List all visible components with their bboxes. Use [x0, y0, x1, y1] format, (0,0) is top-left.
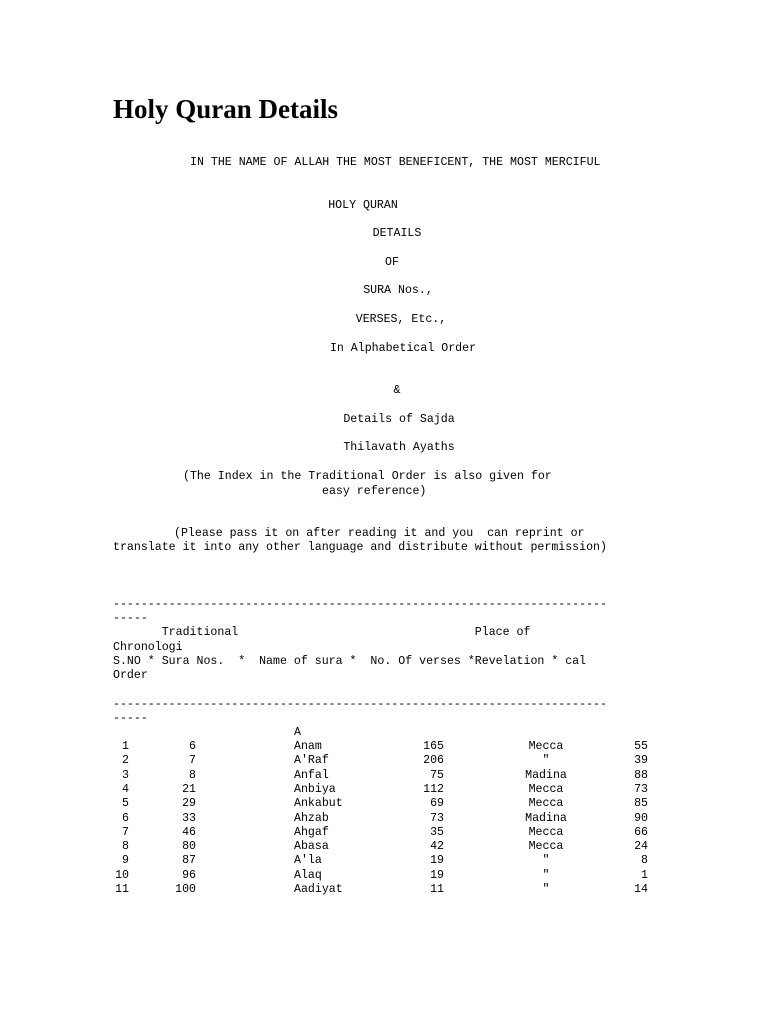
sura-name-cell: Anbiya: [294, 782, 336, 796]
sura-name-cell: Alaq: [294, 868, 322, 882]
table-row: [0, 869, 768, 883]
verse-count-cell: 69: [430, 797, 444, 811]
sura-number-cell: 87: [182, 854, 196, 868]
intro-line-sura-nos: SURA Nos.,: [363, 284, 433, 297]
page-title: Holy Quran Details: [113, 94, 339, 124]
table-header-line-3: S.NO * Sura Nos. * Name of sura * No. Of verses *Revelation * cal: [113, 655, 587, 668]
sura-sno-cell: 5: [122, 797, 129, 811]
chronological-order-cell: 88: [634, 768, 648, 782]
table-rule-top: -----------------------------------------------------------------------: [113, 598, 607, 611]
sura-number-cell: 21: [182, 782, 196, 796]
intro-line-thilavath-ayaths: Thilavath Ayaths: [343, 441, 455, 454]
intro-line-verses-etc: VERSES, Etc.,: [355, 313, 447, 326]
table-header-line-2: Chronologi: [113, 641, 183, 654]
sura-sno-cell: 2: [122, 754, 129, 768]
verse-count-cell: 19: [430, 868, 444, 882]
chronological-order-cell: 39: [634, 754, 648, 768]
verse-count-cell: 35: [430, 825, 444, 839]
revelation-place-cell: Mecca: [528, 740, 564, 753]
table-header-line-4: Order: [113, 669, 148, 682]
sura-sno-cell: 7: [122, 825, 129, 839]
pass-note-line-1: (Please pass it on after reading it and you can reprint or: [174, 527, 585, 540]
index-note-line-2: easy reference): [322, 485, 427, 498]
sura-number-cell: 8: [189, 768, 196, 782]
revelation-place-cell: Mecca: [528, 782, 564, 796]
revelation-place-cell: ": [542, 754, 550, 768]
sura-number-cell: 100: [175, 883, 196, 896]
chronological-order-cell: 55: [634, 740, 648, 753]
table-row: [0, 754, 768, 768]
chronological-order-cell: 66: [634, 825, 648, 839]
sura-sno-cell: 1: [122, 740, 129, 753]
bismillah-line: IN THE NAME OF ALLAH THE MOST BENEFICENT, THE MOST MERCIFUL: [190, 156, 601, 169]
revelation-place-cell: ": [542, 854, 550, 868]
verse-count-cell: 75: [430, 768, 444, 782]
chronological-order-cell: 14: [634, 883, 648, 896]
table-row: [0, 883, 768, 897]
sura-sno-cell: 11: [115, 883, 129, 896]
sura-sno-cell: 9: [122, 854, 129, 868]
sura-number-cell: 29: [182, 797, 196, 811]
sura-sno-cell: 6: [122, 811, 129, 825]
sura-name-cell: Ahgaf: [294, 825, 329, 839]
table-header-line-1: Traditional Place of: [113, 626, 531, 639]
sura-number-cell: 6: [189, 740, 196, 753]
table-row: [0, 797, 768, 811]
sura-sno-cell: 8: [122, 840, 129, 854]
intro-line-ampersand: &: [393, 384, 401, 397]
verse-count-cell: 165: [423, 740, 444, 753]
index-note-line-1: (The Index in the Traditional Order is also given for: [183, 470, 552, 483]
table-row: [0, 840, 768, 854]
sura-sno-cell: 4: [122, 782, 129, 796]
verse-count-cell: 73: [430, 811, 444, 825]
verse-count-cell: 112: [423, 782, 444, 796]
sura-number-cell: 96: [182, 868, 196, 882]
sura-number-cell: 33: [182, 811, 196, 825]
revelation-place-cell: Madina: [525, 768, 567, 782]
sura-name-cell: Ankabut: [294, 797, 343, 811]
sura-name-cell: Abasa: [294, 840, 329, 854]
revelation-place-cell: Mecca: [528, 825, 564, 839]
sura-number-cell: 80: [182, 840, 196, 854]
intro-line-holy-quran: HOLY QURAN: [328, 199, 398, 212]
sura-name-cell: Anfal: [294, 768, 329, 782]
revelation-place-cell: ": [542, 883, 550, 896]
group-letter: A: [294, 726, 301, 739]
intro-line-alphabetical-order: In Alphabetical Order: [329, 342, 477, 355]
table-row: [0, 769, 768, 783]
sura-name-cell: Aadiyat: [294, 883, 343, 896]
sura-number-cell: 46: [182, 825, 196, 839]
sura-name-cell: Anam: [294, 740, 322, 753]
chronological-order-cell: 73: [634, 782, 648, 796]
chronological-order-cell: 85: [634, 797, 648, 811]
revelation-place-cell: Mecca: [528, 797, 564, 811]
sura-sno-cell: 10: [115, 868, 129, 882]
sura-name-cell: A'Raf: [294, 754, 329, 768]
pass-note-line-2: translate it into any other language and distribute without permission): [113, 541, 607, 554]
revelation-place-cell: Mecca: [528, 840, 564, 854]
table-row: [0, 740, 768, 754]
intro-line-details: DETAILS: [372, 227, 422, 240]
sura-sno-cell: 3: [122, 768, 129, 782]
sura-name-cell: Ahzab: [294, 811, 329, 825]
table-row: [0, 854, 768, 868]
revelation-place-cell: Madina: [525, 811, 567, 825]
revelation-place-cell: ": [542, 868, 550, 882]
intro-line-sajda: Details of Sajda: [343, 413, 455, 426]
chronological-order-cell: 90: [634, 811, 648, 825]
verse-count-cell: 11: [430, 883, 444, 896]
table-rule-top-wrap: -----: [113, 612, 148, 625]
verse-count-cell: 19: [430, 854, 444, 868]
chronological-order-cell: 8: [641, 854, 648, 868]
table-row: [0, 826, 768, 840]
table-rule-bottom-wrap: -----: [113, 712, 148, 725]
sura-name-cell: A'la: [294, 854, 322, 868]
table-row: [0, 783, 768, 797]
intro-line-of: OF: [385, 256, 399, 269]
sura-number-cell: 7: [189, 754, 196, 768]
verse-count-cell: 42: [430, 840, 444, 854]
table-row: [0, 812, 768, 826]
verse-count-cell: 206: [423, 754, 444, 768]
chronological-order-cell: 24: [634, 840, 648, 854]
chronological-order-cell: 1: [641, 868, 648, 882]
table-rule-bottom: -----------------------------------------------------------------------: [113, 698, 607, 711]
